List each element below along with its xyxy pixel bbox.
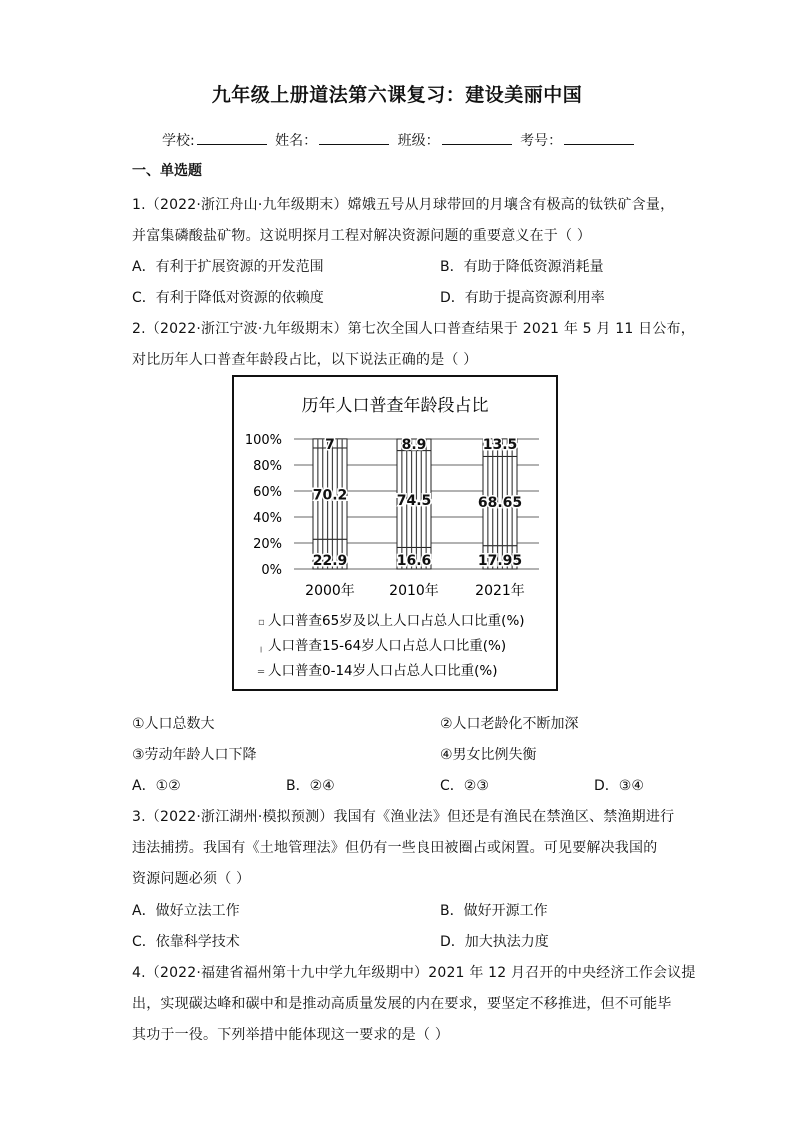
q1-option-b[interactable]: B．有助于降低资源消耗量 bbox=[440, 259, 604, 275]
q3-option-b[interactable]: B．做好开源工作 bbox=[440, 903, 548, 919]
y-tick-label: 100% bbox=[244, 433, 282, 448]
data-label: 22.9 bbox=[312, 553, 348, 569]
age-structure-chart bbox=[232, 375, 558, 691]
q1-option-a[interactable]: A．有利于扩展资源的开发范围 bbox=[132, 259, 324, 275]
q2-option-d[interactable]: D．③④ bbox=[594, 778, 644, 794]
q4-stem-line2: 出，实现碳达峰和碳中和是推动高质量发展的内在要求，要坚定不移推进，但不可能毕 bbox=[132, 996, 672, 1012]
chart-svg bbox=[234, 377, 556, 689]
data-label: 7 bbox=[325, 436, 335, 453]
q2-stem-line1: 2.（2022·浙江宁波·九年级期末）第七次全国人口普查结果于 2021 年 5 月 11 日公布， bbox=[132, 321, 695, 337]
exam-no-blank[interactable] bbox=[564, 132, 634, 145]
data-label: 13.5 bbox=[482, 436, 518, 453]
y-tick-label: 20% bbox=[253, 537, 282, 552]
legend-marker: ═ bbox=[258, 667, 265, 678]
y-tick-label: 0% bbox=[261, 563, 282, 578]
data-label: 68.65 bbox=[477, 495, 523, 512]
q2-item-4: ④男女比例失衡 bbox=[440, 747, 537, 763]
data-label: 8.9 bbox=[401, 437, 427, 453]
legend-entry: 人口普查0-14岁人口占总人口比重(%) bbox=[268, 663, 498, 679]
x-tick-label: 2000年 bbox=[305, 583, 355, 599]
q1-option-c[interactable]: C．有利于降低对资源的依赖度 bbox=[132, 290, 324, 306]
section-heading: 一、单选题 bbox=[132, 163, 202, 179]
y-tick-label: 60% bbox=[253, 485, 282, 500]
q3-stem-line2: 违法捕捞。我国有《土地管理法》但仍有一些良田被圈占或闲置。可见要解决我国的 bbox=[132, 840, 658, 856]
student-info-row bbox=[162, 130, 638, 150]
data-label: 16.6 bbox=[396, 553, 432, 569]
class-blank[interactable] bbox=[442, 132, 512, 145]
y-tick-label: 40% bbox=[253, 511, 282, 526]
name-label: 姓名： bbox=[275, 133, 318, 149]
q1-stem-line2: 并富集磷酸盐矿物。这说明探月工程对解决资源问题的重要意义在于（ ） bbox=[132, 228, 592, 244]
school-blank[interactable] bbox=[197, 132, 267, 145]
chart-title: 历年人口普查年龄段占比 bbox=[301, 396, 489, 416]
legend-marker: ╷ bbox=[258, 642, 265, 653]
data-label: 70.2 bbox=[312, 487, 348, 504]
q2-item-3: ③劳动年龄人口下降 bbox=[132, 747, 257, 763]
q4-stem-line3: 其功于一役。下列举措中能体现这一要求的是（ ） bbox=[132, 1027, 450, 1043]
q3-option-c[interactable]: C．依靠科学技术 bbox=[132, 934, 240, 950]
q3-option-a[interactable]: A．做好立法工作 bbox=[132, 903, 240, 919]
page-title: 九年级上册道法第六课复习：建设美丽中国 bbox=[211, 84, 583, 106]
q3-stem-line3: 资源问题必须（ ） bbox=[132, 871, 251, 887]
school-label: 学校: bbox=[162, 133, 195, 149]
legend-entry: 人口普查65岁及以上人口占总人口比重(%) bbox=[268, 613, 525, 629]
q3-option-d[interactable]: D．加大执法力度 bbox=[440, 934, 549, 950]
legend-entry: 人口普查15-64岁人口占总人口比重(%) bbox=[268, 638, 507, 654]
y-tick-label: 80% bbox=[253, 459, 282, 474]
q2-item-1: ①人口总数大 bbox=[132, 716, 215, 732]
q1-option-d[interactable]: D．有助于提高资源利用率 bbox=[440, 290, 605, 306]
x-tick-label: 2010年 bbox=[389, 583, 439, 599]
legend-marker: ▫ bbox=[258, 617, 265, 628]
q1-stem-line1: 1.（2022·浙江舟山·九年级期末）嫦娥五号从月球带回的月壤含有极高的钛铁矿含量， bbox=[132, 197, 675, 213]
q2-stem-line2: 对比历年人口普查年龄段占比，以下说法正确的是（ ） bbox=[132, 352, 478, 368]
q4-stem-line1: 4.（2022·福建省福州第十九中学九年级期中）2021 年 12 月召开的中央经济工作会议提 bbox=[132, 965, 696, 981]
q2-item-2: ②人口老龄化不断加深 bbox=[440, 716, 579, 732]
exam-no-label: 考号： bbox=[520, 133, 563, 149]
q3-stem-line1: 3.（2022·浙江湖州·模拟预测）我国有《渔业法》但还是有渔民在禁渔区、禁渔期进行 bbox=[132, 809, 675, 825]
class-label: 班级： bbox=[397, 133, 440, 149]
data-label: 17.95 bbox=[477, 553, 523, 569]
data-label: 74.5 bbox=[396, 492, 432, 509]
name-blank[interactable] bbox=[319, 132, 389, 145]
x-tick-label: 2021年 bbox=[475, 583, 525, 599]
q2-option-b[interactable]: B．②④ bbox=[286, 778, 335, 794]
q2-option-a[interactable]: A．①② bbox=[132, 778, 181, 794]
q2-option-c[interactable]: C．②③ bbox=[440, 778, 489, 794]
